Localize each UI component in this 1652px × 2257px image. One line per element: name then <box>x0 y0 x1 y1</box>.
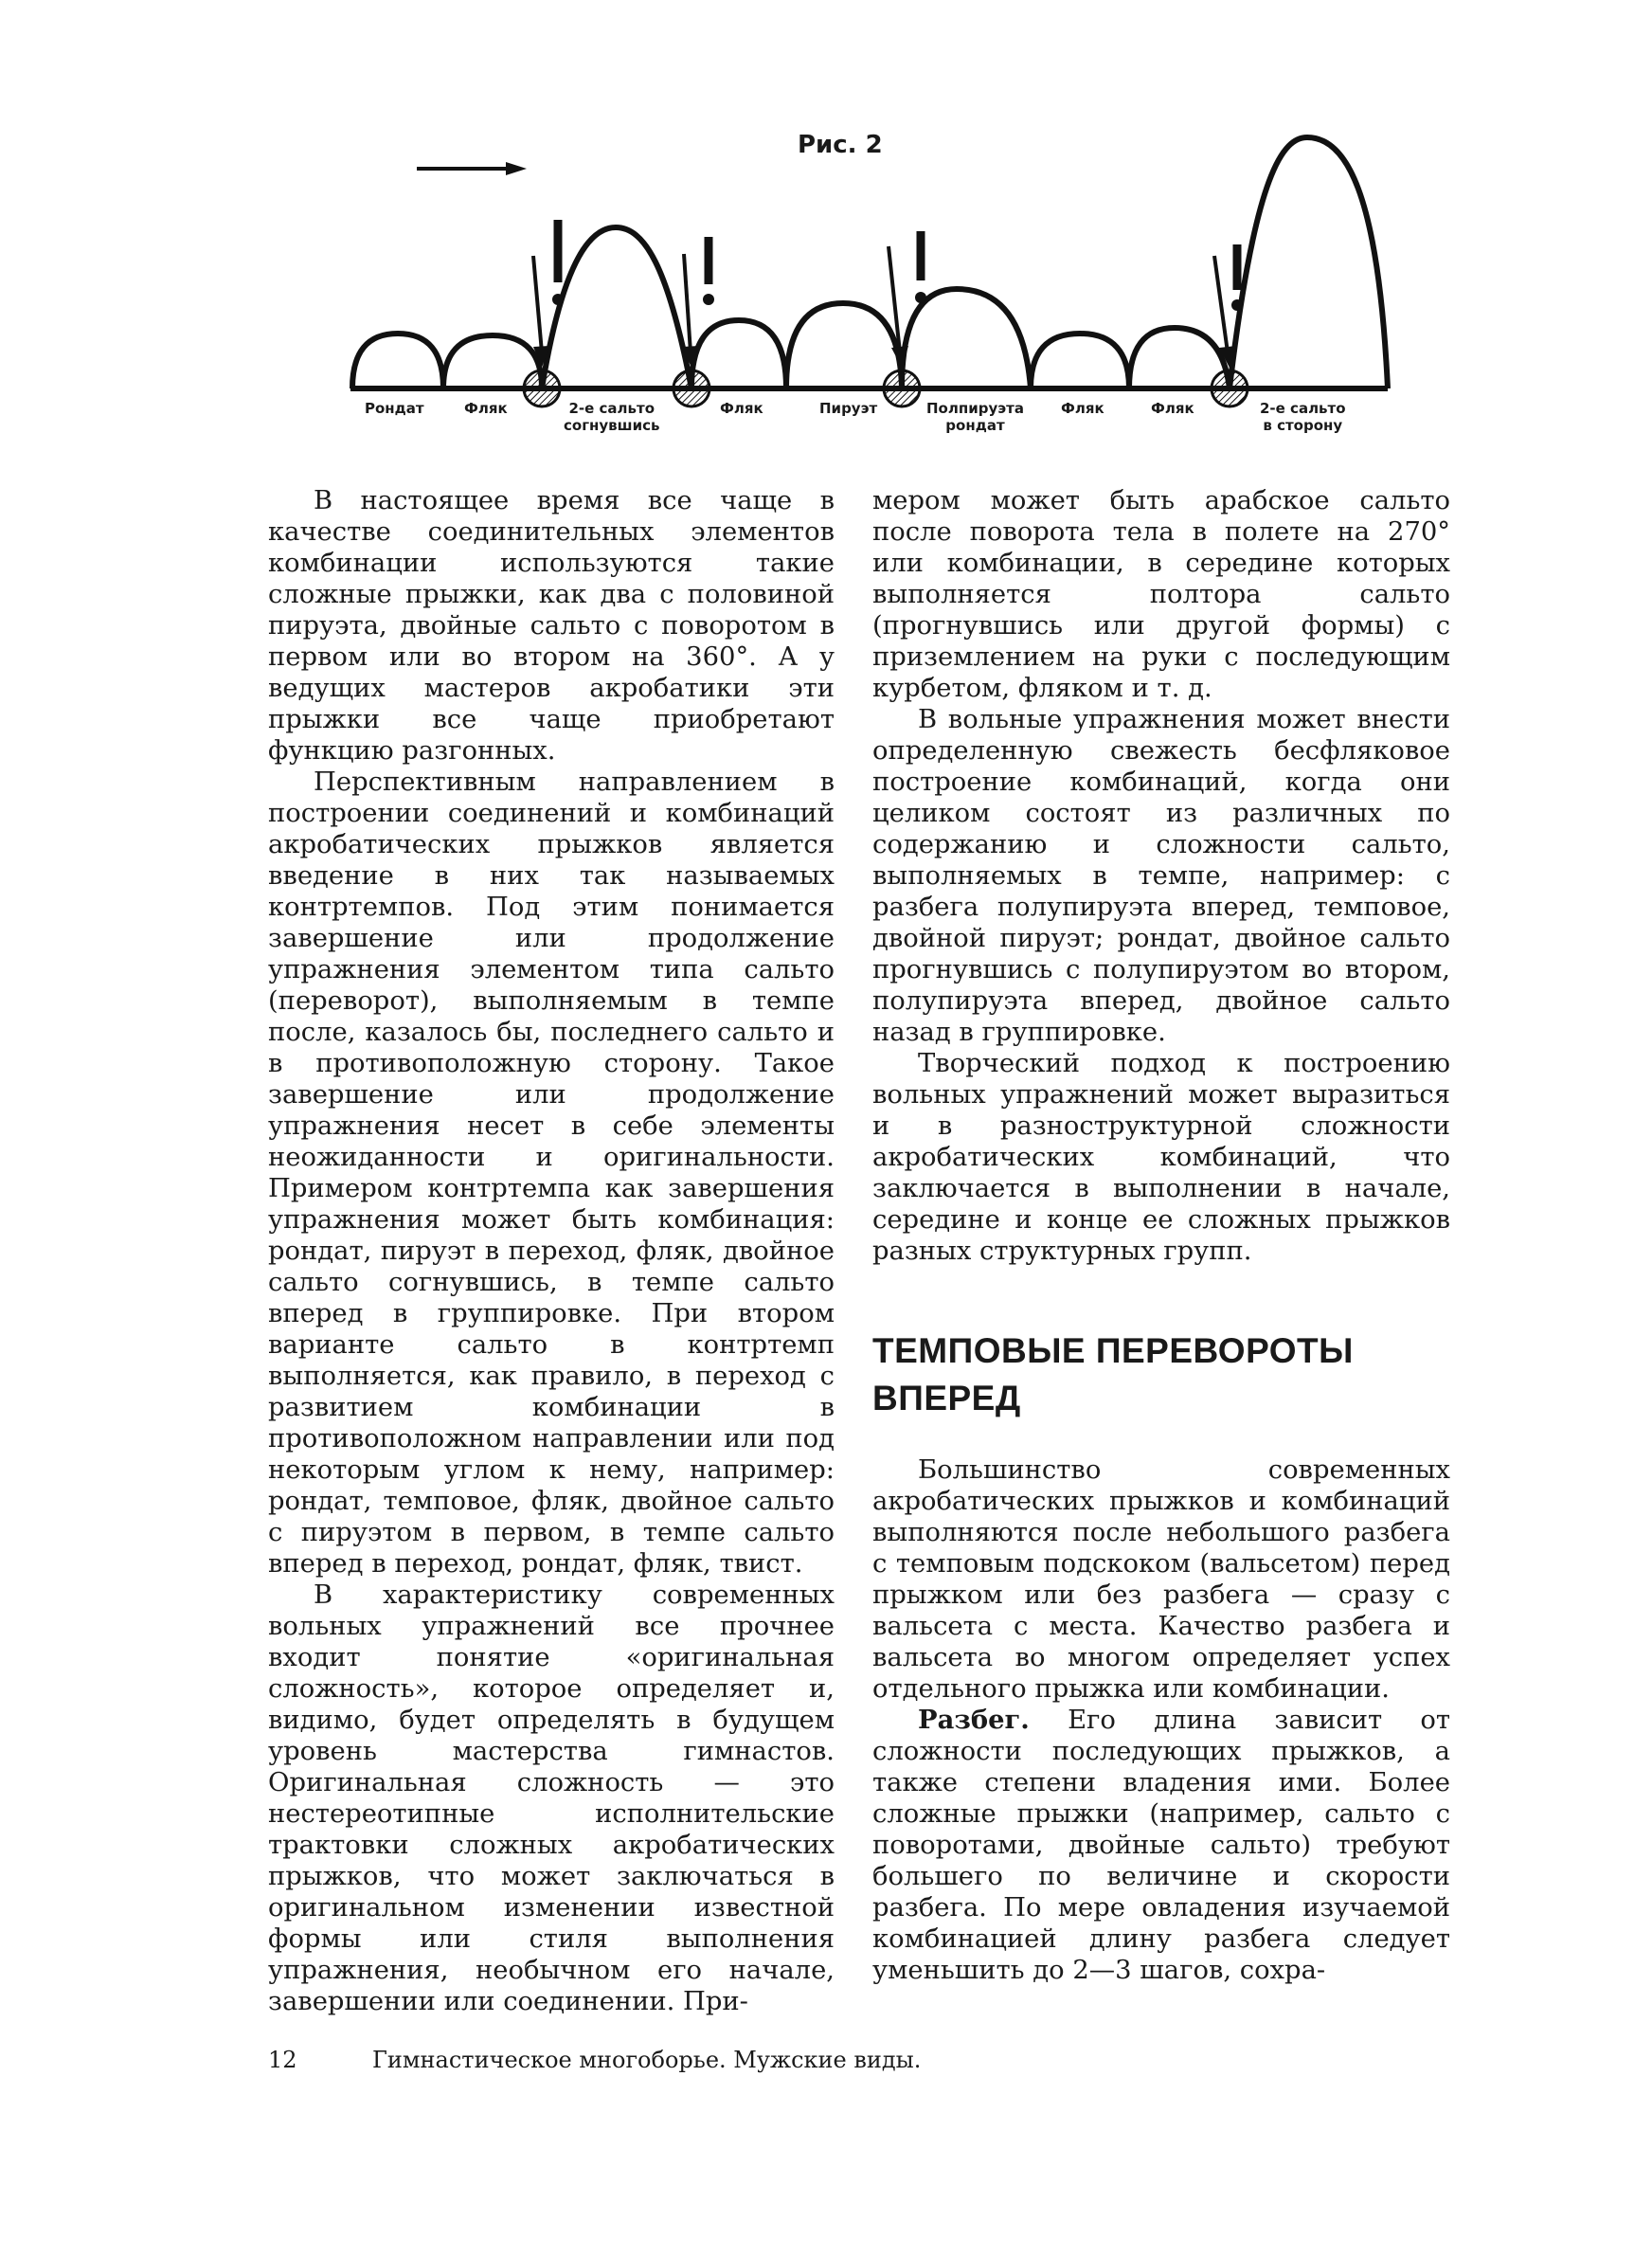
paragraph: Перспективным направлением в построении соединений и комбинаций акробатических прыжков является введение в них так называемых контртемпов. Под этим понимается завершение или продолжение упражнения элементом типа сальто (переворот), выполняемым в темпе после, казалось бы, последнего сальто и в противоположную сторону. Такое завершение или продолжение упражнения несет в себе элементы неожиданности и оригинальности. Примером контртемпа как завершения упражнения может быть комбинация: рондат, пируэт в переход, фляк, двойное сальто согнувшись, в темпе сальто вперед в группировке. При втором варианте сальто в контртемп выполняется, как правило, в переход с развитием комбинации в противоположном направлении или под некоторым углом к нему, например: рондат, темповое, фляк, двойное сальто с пируэтом в первом, в темпе сальто вперед в переход, рондат, фляк, твист. <box>268 767 835 1579</box>
paragraph: В вольные упражнения может внести определенную свежесть бесфляковое построение комбинаций, когда они целиком состоят из различных по содержанию и сложности сальто, выполняемых в темпе, например: с разбега полупируэта вперед, темповое, двойной пируэт; рондат, двойное сальто прогнувшись с полупируэтом во втором, полупируэта вперед, двойное сальто назад в группировке. <box>872 705 1450 1047</box>
label-flyak-2: Фляк <box>720 400 763 417</box>
arc-flyak-3 <box>1031 334 1129 388</box>
landing-marker-1 <box>524 370 560 406</box>
label-flyak-3: Фляк <box>1061 400 1104 417</box>
arc-half-piruet-rondat <box>902 289 1031 388</box>
paragraph-text: Его длина зависит от сложности последующих прыжков, а также степени владения ими. Более сложные прыжки (например, сальто с поворотами, двойные сальто) требуют большего по величине и скорости разбега. По мере овладения изучаемой комбинацией длину разбега следует уменьшить до 2—3 шагов, сохра- <box>872 1706 1450 1985</box>
page-footer <box>268 2047 921 2073</box>
label-line: согнувшись <box>564 417 660 434</box>
landing-marker-4 <box>1212 370 1248 406</box>
run-in-heading: Разбег. <box>918 1705 1030 1735</box>
label-flyak-4: Фляк <box>1151 400 1194 417</box>
label-double-salto-tucked <box>564 400 659 434</box>
label-rondat: Рондат <box>365 400 424 417</box>
landing-marker-3 <box>884 370 920 406</box>
attention-mark-2-icon <box>682 237 714 368</box>
page-number: 12 <box>268 2047 297 2073</box>
left-text-column <box>268 485 835 2017</box>
paragraph: Творческий подход к построению вольных упражнений может выразиться и в разноструктурной сложности акробатических комбинаций, что заключается в выполнении в начале, середине и конце ее сложных прыжков разных структурных групп. <box>872 1049 1450 1266</box>
direction-arrow-icon <box>417 162 527 175</box>
arc-rondat <box>352 334 443 388</box>
label-double-salto-side <box>1260 400 1346 434</box>
label-line: 2-е сальто <box>1260 400 1346 417</box>
label-piruet: Пируэт <box>819 400 878 417</box>
running-title: Гимнастическое многоборье. Мужские виды. <box>372 2047 922 2073</box>
paragraph: В настоящее время все чаще в качестве соединительных элементов комбинации используются такие сложные прыжки, как два с половиной пируэта, двойные сальто с поворотом в первом или во втором на 360°. А у ведущих мастеров акробатики эти прыжки все чаще приобретают функцию разгонных. <box>268 486 835 766</box>
label-line: Полпируэта <box>926 400 1024 417</box>
figure-caption: Рис. 2 <box>798 131 883 159</box>
label-line: рондат <box>945 417 1005 434</box>
right-text-column <box>872 485 1450 1986</box>
arc-double-salto-tucked <box>542 227 691 388</box>
landing-marker-2 <box>673 370 709 406</box>
paragraph <box>872 1705 1450 1986</box>
section-heading: ТЕМПОВЫЕ ПЕРЕВОРОТЫ ВПЕРЕД <box>872 1331 1354 1417</box>
paragraph: Большинство современных акробатических прыжков и комбинаций выполняются после небольшого разбега с темповым подскоком (вальсетом) перед прыжком или без разбега — сразу с вальсета с места. Качество разбега и вальсета во многом определяет успех отдельного прыжка или комбинации. <box>872 1455 1450 1704</box>
arc-double-salto-side <box>1230 137 1388 388</box>
paragraph-continued: мером может быть арабское сальто после поворота тела в полете на 270° или комбинации, в середине которых выполняется полтора сальто (прогнувшись или другой формы) с приземлением на руки с последующим курбетом, фляком и т. д. <box>872 486 1450 703</box>
label-line: в сторону <box>1263 417 1343 434</box>
label-flyak-1: Фляк <box>464 400 508 417</box>
arc-piruet <box>786 303 902 388</box>
label-line: 2-е сальто <box>568 400 655 417</box>
paragraph: В характеристику современных вольных упражнений все прочнее входит понятие «оригинальная сложность», которое определяет и, видимо, будет определять в будущем уровень мастерства гимнастов. Оригинальная сложность — это нестереотипные исполнительские трактовки сложных акробатических прыжков, что может заключаться в оригинальном изменении известной формы или стиля выполнения упражнения, необычном его начале, завершении или соединении. При- <box>268 1580 835 2016</box>
label-half-piruet-rondat <box>926 400 1024 434</box>
figure-acrobatics-diagram <box>341 114 1421 455</box>
